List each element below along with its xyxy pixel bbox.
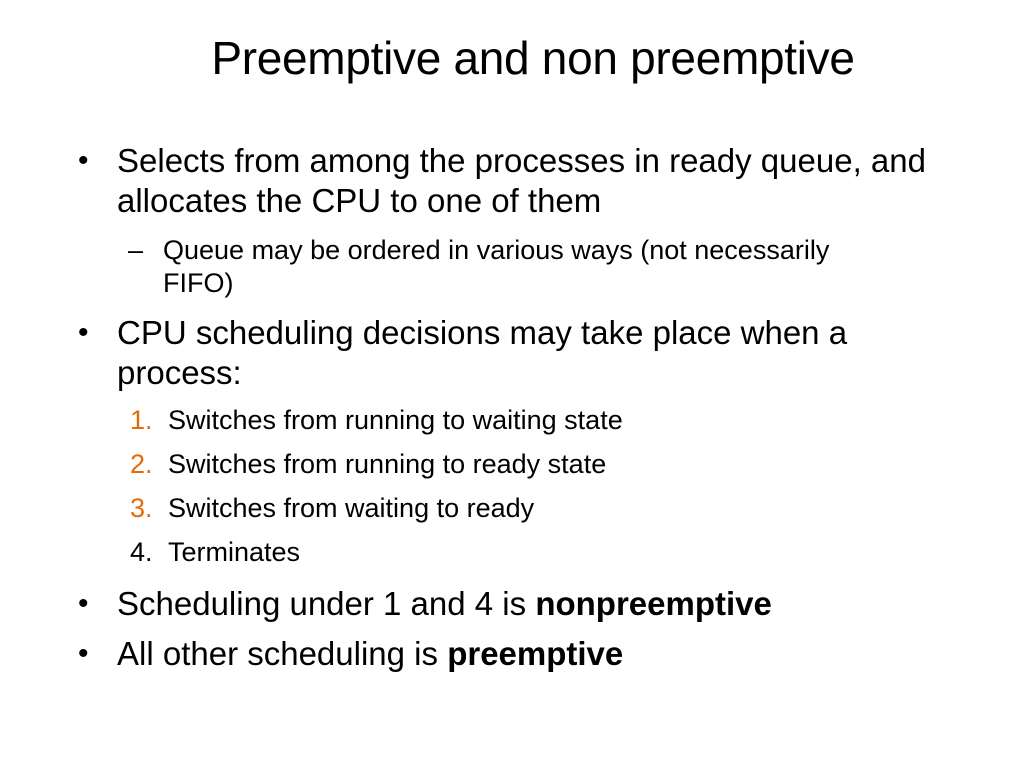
item-text: Switches from running to waiting state	[168, 405, 623, 435]
bullet-text: CPU scheduling decisions may take place when a process:	[117, 314, 848, 391]
sub-bullet-text: Queue may be ordered in various ways (not necessarily FIFO)	[163, 235, 830, 298]
dash-icon: –	[128, 235, 144, 265]
bullet-text	[117, 584, 946, 624]
bullet-item	[76, 141, 946, 221]
item-text: Terminates	[168, 537, 301, 567]
item-number: 1.	[130, 405, 153, 435]
bullet-emphasis: nonpreemptive	[535, 585, 772, 622]
bullet-icon: •	[78, 587, 89, 620]
item-number: 3.	[130, 493, 153, 523]
bullet-item	[76, 584, 946, 624]
bullet-plain-text: All other scheduling is	[117, 635, 448, 672]
item-number: 4.	[130, 537, 153, 567]
numbered-item	[130, 536, 890, 569]
bullet-item	[76, 313, 946, 393]
numbered-item	[130, 404, 890, 437]
sub-bullet-item	[128, 234, 888, 300]
numbered-item	[130, 448, 890, 481]
numbered-item	[130, 492, 890, 525]
item-text: Switches from waiting to ready	[168, 493, 535, 523]
item-number: 2.	[130, 449, 153, 479]
bullet-text: Selects from among the processes in ready queue, and allocates the CPU to one of them	[117, 142, 926, 219]
bullet-icon: •	[78, 637, 89, 670]
bullet-plain-text: Scheduling under 1 and 4 is	[117, 585, 536, 622]
bullet-emphasis: preemptive	[447, 635, 624, 672]
bullet-icon: •	[78, 316, 89, 349]
slide-title: Preemptive and non preemptive	[211, 32, 855, 84]
bullet-item	[76, 634, 946, 674]
item-text: Switches from running to ready state	[168, 449, 607, 479]
bullet-text	[117, 634, 946, 674]
bullet-icon: •	[78, 144, 89, 177]
